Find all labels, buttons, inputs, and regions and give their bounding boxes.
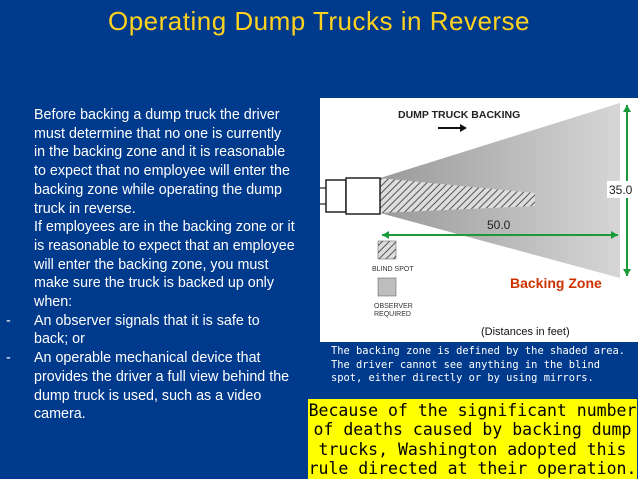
legend-observer-swatch bbox=[378, 278, 396, 296]
zone-subtitle: (Distances in feet) bbox=[481, 326, 570, 338]
diagram-heading: DUMP TRUCK BACKING bbox=[398, 109, 521, 121]
length-label: 50.0 bbox=[487, 218, 511, 232]
backing-diagram bbox=[320, 98, 638, 342]
legend-blind-spot-label: BLIND SPOT bbox=[372, 266, 414, 273]
bullet-text-observer: An observer signals that it is safe to back; or bbox=[34, 312, 260, 348]
legend-blind-spot-swatch bbox=[378, 241, 396, 259]
bullet-item-observer bbox=[6, 312, 296, 349]
width-label: 35.0 bbox=[609, 183, 633, 197]
intro-paragraph: Before backing a dump truck the driver must determine that no one is currently in the backing zone and it is reasonable to expect that no employee will enter the backing zone while operating the dump truck in reverse. bbox=[34, 107, 290, 217]
backing-diagram-svg bbox=[320, 98, 638, 342]
slide-title: Operating Dump Trucks in Reverse bbox=[107, 6, 531, 36]
bullet-mark: - bbox=[6, 350, 11, 367]
legend-observer-label-2: REQUIRED bbox=[374, 311, 411, 318]
zone-title: Backing Zone bbox=[510, 275, 602, 291]
body-text bbox=[6, 106, 296, 424]
condition-paragraph: If employees are in the backing zone or it is reasonable to expect that an employee will enter the backing zone, you must make sure the truck is backed up only when: bbox=[34, 219, 295, 311]
bullet-mark: - bbox=[6, 312, 11, 329]
legend-observer-label-1: OBSERVER bbox=[374, 303, 413, 310]
diagram-caption: The backing zone is defined by the shaded area. The driver cannot see anything in the blind spot, either directly or by using mirrors. bbox=[331, 345, 626, 384]
truck-icon bbox=[320, 178, 380, 214]
highlight-box: Because of the significant number of deaths caused by backing dump trucks, Washington adopted this rule directed at their operation. bbox=[308, 401, 637, 479]
bullet-text-device: An operable mechanical device that provides the driver a full view behind the dump truck is used, such as a video camera. bbox=[34, 350, 290, 423]
direction-arrow-icon bbox=[438, 124, 467, 132]
bullet-item-device bbox=[6, 349, 296, 424]
